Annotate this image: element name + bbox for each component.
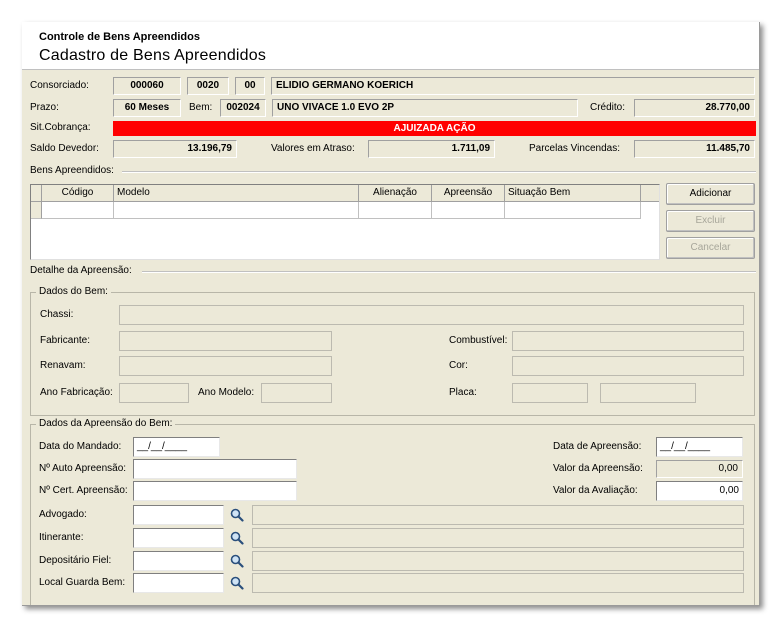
cor-field[interactable] [512,356,744,376]
prazo-field: 60 Meses [113,99,181,117]
ano-fabricacao-field[interactable] [119,383,189,403]
valores-atraso-label: Valores em Atraso: [271,143,355,154]
page-header [22,22,760,70]
adicionar-button[interactable]: Adicionar [666,183,755,205]
chassi-field[interactable] [119,305,744,325]
depositario-fiel-label: Depositário Fiel: [39,555,112,566]
data-apreensao-label: Data de Apreensão: [553,441,642,452]
page-subtitle: Controle de Bens Apreendidos [39,31,200,43]
search-icon[interactable] [230,508,244,522]
parcelas-vincendas-field: 11.485,70 [634,140,755,158]
grid-header-alienacao[interactable]: Alienação [359,185,432,202]
search-icon[interactable] [230,554,244,568]
sequencia-field: 00 [235,77,265,95]
renavam-label: Renavam: [40,360,86,371]
valor-apreensao-field: 0,00 [656,460,743,478]
grid-cell-apreensao[interactable] [432,202,505,219]
app-window [22,22,760,606]
cor-label: Cor: [449,360,468,371]
excluir-button[interactable]: Excluir [666,210,755,232]
fabricante-label: Fabricante: [40,335,91,346]
saldo-devedor-field: 13.196,79 [113,140,237,158]
grid-cell-modelo[interactable] [114,202,359,219]
credito-field: 28.770,00 [634,99,755,117]
status-badge: AJUIZADA AÇÃO [113,121,756,136]
page-title: Cadastro de Bens Apreendidos [39,47,267,64]
auto-apreensao-input[interactable] [133,459,297,479]
saldo-devedor-label: Saldo Devedor: [30,143,99,154]
valor-avaliacao-label: Valor da Avaliação: [553,485,638,496]
sit-cobranca-label: Sit.Cobrança: [30,122,91,133]
data-mandado-input[interactable]: __/__/____ [133,437,220,457]
grid-header-filler [641,185,659,202]
cert-apreensao-label: Nº Cert. Apreensão: [39,485,128,496]
cancelar-button[interactable]: Cancelar [666,237,755,259]
valores-atraso-field: 1.711,09 [368,140,495,158]
valor-apreensao-label: Valor da Apreensão: [553,463,643,474]
grid-header-apreensao[interactable]: Apreensão [432,185,505,202]
ano-fabricacao-label: Ano Fabricação: [40,387,113,398]
section-divider [122,171,756,173]
renavam-field[interactable] [119,356,332,376]
grid-cell-alienacao[interactable] [359,202,432,219]
depositario-fiel-input[interactable] [133,551,224,571]
itinerante-label: Itinerante: [39,532,84,543]
advogado-label: Advogado: [39,509,87,520]
grid-cell-situacao-bem[interactable] [505,202,641,219]
detalhe-apreensao-label: Detalhe da Apreensão: [30,265,132,276]
itinerante-name-field [252,528,744,548]
valor-avaliacao-input[interactable]: 0,00 [656,481,743,501]
section-divider [142,271,756,273]
grid-row-indicator[interactable] [31,202,42,219]
local-guarda-label: Local Guarda Bem: [39,577,126,588]
search-icon[interactable] [230,531,244,545]
local-guarda-input[interactable] [133,573,224,593]
consorciado-label: Consorciado: [30,80,89,91]
bem-label: Bem: [189,102,213,113]
cert-apreensao-input[interactable] [133,481,297,501]
search-icon[interactable] [230,576,244,590]
combustivel-label: Combustível: [449,335,508,346]
placa-numbers-field[interactable] [600,383,696,403]
local-guarda-name-field [252,573,744,593]
grid-header-codigo[interactable]: Código [42,185,114,202]
grid-corner [31,185,42,202]
grid-header-situacao-bem[interactable]: Situação Bem [505,185,641,202]
dados-bem-title: Dados do Bem: [36,286,111,298]
advogado-name-field [252,505,744,525]
grid-header-modelo[interactable]: Modelo [114,185,359,202]
grid-cell-codigo[interactable] [42,202,114,219]
itinerante-input[interactable] [133,528,224,548]
fabricante-field[interactable] [119,331,332,351]
parcelas-vincendas-label: Parcelas Vincendas: [529,143,620,154]
bens-apreendidos-label: Bens Apreendidos: [30,165,114,176]
data-mandado-label: Data do Mandado: [39,441,122,452]
grupo-field: 000060 [113,77,181,95]
cota-field: 0020 [187,77,229,95]
chassi-label: Chassi: [40,309,74,320]
consorciado-name-field: ELIDIO GERMANO KOERICH [271,77,755,95]
depositario-fiel-name-field [252,551,744,571]
bens-grid[interactable] [30,184,660,260]
ano-modelo-label: Ano Modelo: [198,387,255,398]
placa-letters-field[interactable] [512,383,588,403]
prazo-label: Prazo: [30,102,59,113]
advogado-input[interactable] [133,505,224,525]
combustivel-field[interactable] [512,331,744,351]
placa-label: Placa: [449,387,477,398]
ano-modelo-field[interactable] [261,383,332,403]
credito-label: Crédito: [590,102,626,113]
data-apreensao-input[interactable]: __/__/____ [656,437,743,457]
bem-description-field: UNO VIVACE 1.0 EVO 2P [272,99,578,117]
dados-apreensao-title: Dados da Apreensão do Bem: [36,418,175,430]
bem-code-field: 002024 [220,99,266,117]
auto-apreensao-label: Nº Auto Apreensão: [39,463,127,474]
